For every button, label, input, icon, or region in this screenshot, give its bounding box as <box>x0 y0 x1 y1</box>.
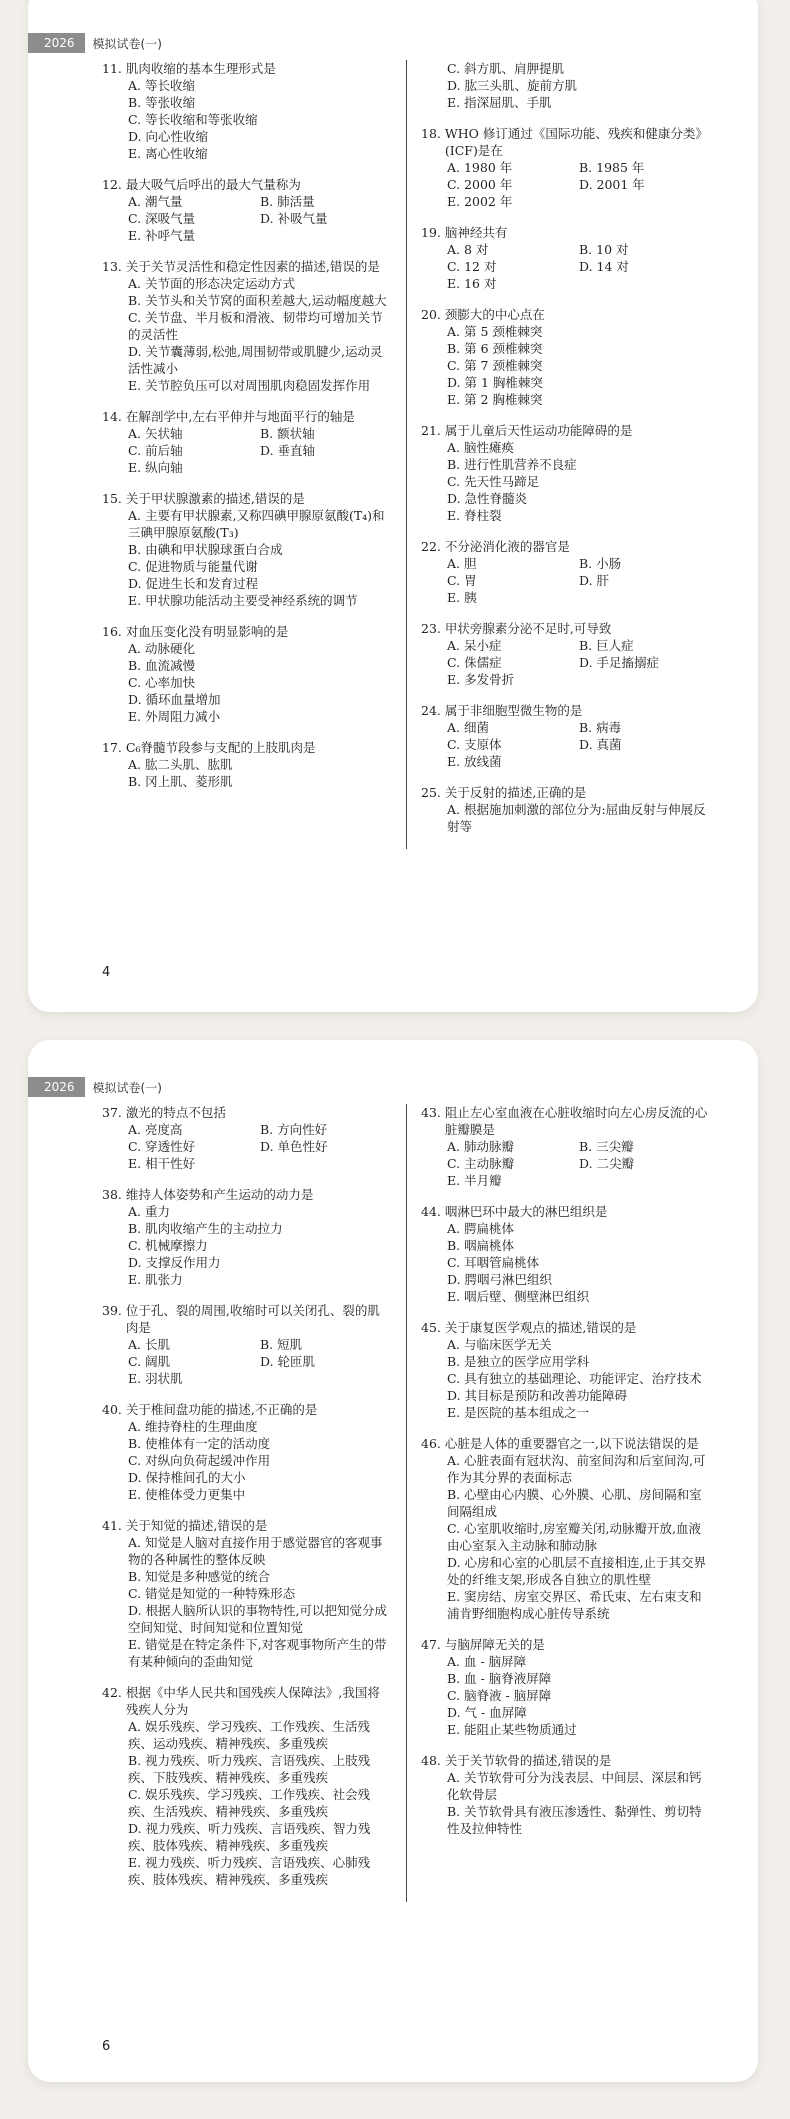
answer-option: D. 第 1 胸椎棘突 <box>447 375 543 390</box>
question-item <box>102 1302 392 1387</box>
question-text: 对血压变化没有明显影响的是 <box>125 624 289 639</box>
question-stem <box>421 1203 711 1220</box>
answer-option: D. 单色性好 <box>260 1139 328 1154</box>
question-stem <box>102 1684 392 1718</box>
question-stem <box>421 224 711 241</box>
answer-option: E. 窦房结、房室交界区、希氏束、左右束支和浦肯野细胞构成心脏传导系统 <box>447 1589 702 1621</box>
answer-option: B. 是独立的医学应用学科 <box>447 1354 590 1369</box>
exam-title: 模拟试卷(一) <box>92 1080 162 1095</box>
question-text: 关于反射的描述,正确的是 <box>444 785 587 800</box>
question-stem <box>102 60 392 77</box>
question-stem <box>421 1636 711 1653</box>
question-text: C₆脊髓节段参与支配的上肢肌肉是 <box>125 740 316 755</box>
question-columns <box>102 1104 718 1902</box>
answer-option: A. 呆小症 <box>447 638 502 653</box>
answer-option: B. 视力残疾、听力残疾、言语残疾、上肢残疾、下肢残疾、精神残疾、多重残疾 <box>128 1753 371 1785</box>
answer-option: E. 咽后壁、侧壁淋巴组织 <box>447 1289 590 1304</box>
option-list <box>421 1336 711 1421</box>
answer-option: D. 保持椎间孔的大小 <box>128 1470 246 1485</box>
question-number: 40. <box>102 1402 122 1417</box>
question-text: 关于甲状腺激素的描述,错误的是 <box>125 491 305 506</box>
answer-option: B. 肺活量 <box>260 194 315 209</box>
answer-option: E. 是医院的基本组成之一 <box>447 1405 590 1420</box>
question-number: 13. <box>102 259 122 274</box>
answer-option: D. 补吸气量 <box>260 211 328 226</box>
answer-option: A. 重力 <box>128 1204 170 1219</box>
question-text: 脑神经共有 <box>444 225 508 240</box>
question-text: 甲状旁腺素分泌不足时,可导致 <box>444 621 612 636</box>
option-list <box>421 801 711 835</box>
option-list <box>102 275 392 394</box>
question-stem <box>421 538 711 555</box>
answer-option: C. 具有独立的基础理论、功能评定、治疗技术 <box>447 1371 702 1386</box>
question-text: 与脑屏障无关的是 <box>444 1637 545 1652</box>
option-list <box>421 323 711 408</box>
answer-option: E. 脊柱裂 <box>447 508 502 523</box>
question-text: 咽淋巴环中最大的淋巴组织是 <box>444 1204 608 1219</box>
question-stem <box>102 408 392 425</box>
question-stem <box>421 1752 711 1769</box>
answer-option: D. 肱三头肌、旋前方肌 <box>447 78 578 93</box>
answer-option: A. 胆 <box>447 556 477 571</box>
answer-option: B. 血流减慢 <box>128 658 196 673</box>
answer-option: D. 气 - 血屏障 <box>447 1705 527 1720</box>
answer-option: C. 对纵向负荷起缓冲作用 <box>128 1453 271 1468</box>
answer-option: D. 真菌 <box>579 737 622 752</box>
question-item <box>102 1104 392 1172</box>
answer-option: E. 16 对 <box>447 276 497 291</box>
question-item <box>421 1104 711 1189</box>
answer-option: B. 咽扁桃体 <box>447 1238 515 1253</box>
question-text: 属于非细胞型微生物的是 <box>444 703 583 718</box>
question-number: 25. <box>421 785 441 800</box>
question-stem <box>421 702 711 719</box>
question-stem <box>102 1186 392 1203</box>
question-number: 20. <box>421 307 441 322</box>
answer-option: E. 半月瓣 <box>447 1173 502 1188</box>
answer-option: D. 手足搐搦症 <box>579 655 660 670</box>
answer-option: C. 12 对 <box>447 259 497 274</box>
question-text: 激光的特点不包括 <box>125 1105 226 1120</box>
question-stem <box>421 1435 711 1452</box>
page-header <box>28 1074 758 1100</box>
question-stem <box>102 258 392 275</box>
answer-option: A. 与临床医学无关 <box>447 1337 552 1352</box>
answer-option: D. 视力残疾、听力残疾、言语残疾、智力残疾、肢体残疾、精神残疾、多重残疾 <box>128 1821 371 1853</box>
question-text: 颈膨大的中心点在 <box>444 307 545 322</box>
question-stem <box>421 1319 711 1336</box>
question-stem <box>421 1104 711 1138</box>
question-text: 属于儿童后天性运动功能障碍的是 <box>444 423 633 438</box>
answer-option: E. 使椎体受力更集中 <box>128 1487 246 1502</box>
option-list <box>421 637 711 688</box>
answer-option: E. 离心性收缩 <box>128 146 208 161</box>
question-text: 关于关节软骨的描述,错误的是 <box>444 1753 612 1768</box>
option-list <box>102 1203 392 1288</box>
option-list <box>102 1418 392 1503</box>
exam-page-4 <box>28 0 758 1012</box>
question-text: 不分泌消化液的器官是 <box>444 539 570 554</box>
question-stem <box>102 176 392 193</box>
question-stem <box>421 422 711 439</box>
answer-option: E. 错觉是在特定条件下,对客观事物所产生的带有某种倾向的歪曲知觉 <box>128 1637 387 1669</box>
answer-option: C. 心率加快 <box>128 675 196 690</box>
answer-option: E. 羽状肌 <box>128 1371 183 1386</box>
question-number: 46. <box>421 1436 441 1451</box>
answer-option: B. 第 6 颈椎棘突 <box>447 341 543 356</box>
answer-option: C. 前后轴 <box>128 443 183 458</box>
question-stem <box>102 1302 392 1336</box>
answer-option: B. 1985 年 <box>579 160 645 175</box>
question-text: 关于关节灵活性和稳定性因素的描述,错误的是 <box>125 259 380 274</box>
option-list <box>102 756 392 790</box>
answer-option: B. 由碘和甲状腺球蛋白合成 <box>128 542 283 557</box>
answer-option: C. 胃 <box>447 573 477 588</box>
question-text: WHO 修订通过《国际功能、残疾和健康分类》(ICF)是在 <box>444 126 708 158</box>
question-number: 45. <box>421 1320 441 1335</box>
left-column <box>102 1104 407 1902</box>
exam-title: 模拟试卷(一) <box>92 36 162 51</box>
page-number: 4 <box>102 965 111 980</box>
question-stem <box>421 784 711 801</box>
question-item <box>421 306 711 408</box>
answer-option: E. 能阻止某些物质通过 <box>447 1722 577 1737</box>
left-column <box>102 60 407 849</box>
answer-option: B. 方向性好 <box>260 1122 328 1137</box>
question-item <box>421 1435 711 1622</box>
answer-option: B. 三尖瓣 <box>579 1139 634 1154</box>
question-columns <box>102 60 718 849</box>
page-number: 6 <box>102 2039 111 2054</box>
question-number: 16. <box>102 624 122 639</box>
question-item <box>421 620 711 688</box>
year-badge: 2026 <box>28 33 85 53</box>
question-item <box>421 1752 711 1837</box>
answer-option: E. 多发骨折 <box>447 672 515 687</box>
answer-option: A. 维持脊柱的生理曲度 <box>128 1419 258 1434</box>
answer-option: C. 等长收缩和等张收缩 <box>128 112 258 127</box>
question-item <box>421 538 711 606</box>
question-item <box>421 1319 711 1421</box>
answer-option: C. 娱乐残疾、学习残疾、工作残疾、社会残疾、生活残疾、精神残疾、多重残疾 <box>128 1787 371 1819</box>
answer-option: A. 动脉硬化 <box>128 641 195 656</box>
question-number: 44. <box>421 1204 441 1219</box>
answer-option: A. 长肌 <box>128 1337 170 1352</box>
answer-option: A. 根据施加刺激的部位分为:屈曲反射与伸展反射等 <box>447 802 706 834</box>
question-number: 39. <box>102 1303 122 1318</box>
option-list <box>421 241 711 292</box>
question-number: 43. <box>421 1105 441 1120</box>
answer-option: D. 腭咽弓淋巴组织 <box>447 1272 553 1287</box>
question-item <box>421 422 711 524</box>
question-text: 维持人体姿势和产生运动的动力是 <box>125 1187 314 1202</box>
answer-option: B. 知觉是多种感觉的统合 <box>128 1569 271 1584</box>
answer-option: C. 先天性马蹄足 <box>447 474 540 489</box>
answer-option: A. 等长收缩 <box>128 78 195 93</box>
answer-option: B. 额状轴 <box>260 426 315 441</box>
answer-option: C. 深吸气量 <box>128 211 196 226</box>
year-badge: 2026 <box>28 1077 85 1097</box>
question-number: 48. <box>421 1753 441 1768</box>
answer-option: C. 侏儒症 <box>447 655 502 670</box>
page-header <box>28 30 758 56</box>
right-column <box>407 1104 711 1902</box>
answer-option: C. 脑脊液 - 脑屏障 <box>447 1688 552 1703</box>
question-item <box>421 1203 711 1305</box>
question-item <box>102 60 392 162</box>
option-list <box>421 1138 711 1189</box>
answer-option: B. 使椎体有一定的活动度 <box>128 1436 271 1451</box>
answer-option: B. 巨人症 <box>579 638 634 653</box>
question-text: 关于椎间盘功能的描述,不正确的是 <box>125 1402 318 1417</box>
question-item <box>102 1684 392 1888</box>
answer-option: B. 肌肉收缩产生的主动拉力 <box>128 1221 283 1236</box>
question-item <box>102 490 392 609</box>
answer-option: D. 循环血量增加 <box>128 692 221 707</box>
question-item <box>102 408 392 476</box>
answer-option: A. 第 5 颈椎棘突 <box>447 324 543 339</box>
question-item <box>421 702 711 770</box>
answer-option: A. 肺动脉瓣 <box>447 1139 514 1154</box>
question-stem <box>102 739 392 756</box>
answer-option: A. 潮气量 <box>128 194 183 209</box>
answer-option: E. 补呼气量 <box>128 228 196 243</box>
answer-option: E. 甲状腺功能活动主要受神经系统的调节 <box>128 593 358 608</box>
answer-option: C. 主动脉瓣 <box>447 1156 515 1171</box>
question-stem <box>102 623 392 640</box>
question-text: 在解剖学中,左右平伸并与地面平行的轴是 <box>125 409 355 424</box>
answer-option: A. 心脏表面有冠状沟、前室间沟和后室间沟,可作为其分界的表面标志 <box>447 1453 706 1485</box>
option-list <box>102 1121 392 1172</box>
question-number: 24. <box>421 703 441 718</box>
answer-option: B. 心壁由心内膜、心外膜、心肌、房间隔和室间隔组成 <box>447 1487 702 1519</box>
question-number: 42. <box>102 1685 122 1700</box>
question-number: 38. <box>102 1187 122 1202</box>
option-list <box>102 425 392 476</box>
answer-option: C. 错觉是知觉的一种特殊形态 <box>128 1586 296 1601</box>
question-item <box>102 739 392 790</box>
question-number: 19. <box>421 225 441 240</box>
answer-option: D. 向心性收缩 <box>128 129 209 144</box>
answer-option: A. 矢状轴 <box>128 426 183 441</box>
answer-option: A. 肱二头肌、肱肌 <box>128 757 233 772</box>
answer-option: E. 视力残疾、听力残疾、言语残疾、心肺残疾、肢体残疾、精神残疾、多重残疾 <box>128 1855 371 1887</box>
question-number: 12. <box>102 177 122 192</box>
answer-option: B. 关节头和关节窝的面积差越大,运动幅度越大 <box>128 293 387 308</box>
answer-option: D. 根据人脑所认识的事物特性,可以把知觉分成空间知觉、时间知觉和位置知觉 <box>128 1603 387 1635</box>
question-stem <box>102 1517 392 1534</box>
answer-option: A. 亮度高 <box>128 1122 183 1137</box>
answer-option: B. 血 - 脑脊液屏障 <box>447 1671 552 1686</box>
answer-option: E. 关节腔负压可以对周围肌肉稳固发挥作用 <box>128 378 371 393</box>
question-text: 位于孔、裂的周围,收缩时可以关闭孔、裂的肌肉是 <box>125 1303 380 1335</box>
question-text: 根据《中华人民共和国残疾人保障法》,我国将残疾人分为 <box>125 1685 380 1717</box>
question-item <box>421 224 711 292</box>
question-text: 最大吸气后呼出的最大气量称为 <box>125 177 301 192</box>
answer-option: C. 2000 年 <box>447 177 513 192</box>
answer-option: A. 关节面的形态决定运动方式 <box>128 276 295 291</box>
answer-option: C. 促进物质与能量代谢 <box>128 559 258 574</box>
answer-option: B. 关节软骨具有液压渗透性、黏弹性、剪切特性及拉伸特性 <box>447 1804 702 1836</box>
answer-option: C. 耳咽管扁桃体 <box>447 1255 540 1270</box>
question-number: 15. <box>102 491 122 506</box>
answer-option: B. 进行性肌营养不良症 <box>447 457 577 472</box>
option-list <box>421 1452 711 1622</box>
option-list <box>421 159 711 210</box>
answer-option: D. 2001 年 <box>579 177 645 192</box>
question-item <box>102 258 392 394</box>
right-column <box>407 60 711 849</box>
option-list <box>421 439 711 524</box>
answer-option: C. 关节盘、半月板和滑液、韧带均可增加关节的灵活性 <box>128 310 383 342</box>
question-stem <box>421 306 711 323</box>
answer-option: D. 二尖瓣 <box>579 1156 635 1171</box>
answer-option: C. 支原体 <box>447 737 502 752</box>
question-text: 心脏是人体的重要器官之一,以下说法错误的是 <box>444 1436 699 1451</box>
answer-option: E. 相干性好 <box>128 1156 196 1171</box>
question-number: 17. <box>102 740 122 755</box>
question-number: 14. <box>102 409 122 424</box>
question-stem <box>421 620 711 637</box>
answer-option: A. 脑性瘫痪 <box>447 440 514 455</box>
question-number: 41. <box>102 1518 122 1533</box>
answer-option: E. 第 2 胸椎棘突 <box>447 392 543 407</box>
question-number: 11. <box>102 61 122 76</box>
answer-option: C. 心室肌收缩时,房室瓣关闭,动脉瓣开放,血液由心室泵入主动脉和肺动脉 <box>447 1521 701 1553</box>
answer-option: B. 病毒 <box>579 720 622 735</box>
answer-option: C. 机械摩擦力 <box>128 1238 208 1253</box>
question-number: 47. <box>421 1637 441 1652</box>
answer-option: B. 冈上肌、菱形肌 <box>128 774 233 789</box>
answer-option: D. 支撑反作用力 <box>128 1255 221 1270</box>
option-list <box>102 507 392 609</box>
question-item <box>102 1517 392 1670</box>
question-number: 18. <box>421 126 441 141</box>
answer-option: A. 主要有甲状腺素,又称四碘甲腺原氨酸(T₄)和三碘甲腺原氨酸(T₃) <box>128 508 385 540</box>
answer-option: C. 阔肌 <box>128 1354 171 1369</box>
answer-option: A. 血 - 脑屏障 <box>447 1654 527 1669</box>
option-list <box>421 1769 711 1837</box>
answer-option: C. 斜方肌、肩胛提肌 <box>447 61 565 76</box>
answer-option: D. 垂直轴 <box>260 443 316 458</box>
answer-option: D. 关节囊薄弱,松弛,周围韧带或肌腱少,运动灵活性减小 <box>128 344 383 376</box>
option-list <box>102 640 392 725</box>
question-item <box>102 176 392 244</box>
answer-option: B. 等张收缩 <box>128 95 196 110</box>
question-number: 37. <box>102 1105 122 1120</box>
question-text: 关于康复医学观点的描述,错误的是 <box>444 1320 637 1335</box>
answer-option: E. 放线菌 <box>447 754 502 769</box>
answer-option: A. 细菌 <box>447 720 489 735</box>
question-number: 21. <box>421 423 441 438</box>
answer-option: E. 纵向轴 <box>128 460 183 475</box>
answer-option: A. 娱乐残疾、学习残疾、工作残疾、生活残疾、运动残疾、精神残疾、多重残疾 <box>128 1719 370 1751</box>
question-item <box>102 1186 392 1288</box>
answer-option: D. 急性脊髓炎 <box>447 491 528 506</box>
answer-option: A. 8 对 <box>447 242 489 257</box>
option-list <box>102 1718 392 1888</box>
option-list <box>421 1653 711 1738</box>
answer-option: E. 指深屈肌、手肌 <box>447 95 552 110</box>
answer-option: D. 14 对 <box>579 259 629 274</box>
answer-option: E. 胰 <box>447 590 477 605</box>
question-stem <box>102 1401 392 1418</box>
option-list <box>102 1336 392 1387</box>
answer-option: B. 短肌 <box>260 1337 303 1352</box>
question-item <box>421 1636 711 1738</box>
question-stem <box>102 490 392 507</box>
answer-option: D. 心房和心室的心肌层不直接相连,止于其交界处的纤维支架,形成各自独立的肌性壁 <box>447 1555 706 1587</box>
answer-option: E. 外周阻力减小 <box>128 709 221 724</box>
option-list <box>421 555 711 606</box>
question-text: 阻止左心室血液在心脏收缩时向左心房反流的心脏瓣膜是 <box>444 1105 708 1137</box>
question-number: 23. <box>421 621 441 636</box>
answer-option: B. 小肠 <box>579 556 622 571</box>
answer-option: B. 10 对 <box>579 242 629 257</box>
answer-option: E. 肌张力 <box>128 1272 183 1287</box>
answer-option: D. 促进生长和发育过程 <box>128 576 259 591</box>
answer-option: A. 腭扁桃体 <box>447 1221 514 1236</box>
question-stem <box>102 1104 392 1121</box>
answer-option: C. 第 7 颈椎棘突 <box>447 358 543 373</box>
question-number: 22. <box>421 539 441 554</box>
question-stem <box>421 125 711 159</box>
question-item <box>102 1401 392 1503</box>
option-list <box>102 77 392 162</box>
answer-option: A. 1980 年 <box>447 160 513 175</box>
option-list <box>102 1534 392 1670</box>
answer-option: D. 轮匝肌 <box>260 1354 316 1369</box>
question-item <box>102 623 392 725</box>
question-text: 关于知觉的描述,错误的是 <box>125 1518 268 1533</box>
answer-option: C. 穿透性好 <box>128 1139 196 1154</box>
answer-option: D. 肝 <box>579 573 610 588</box>
answer-option: E. 2002 年 <box>447 194 513 209</box>
option-list <box>421 719 711 770</box>
continued-options <box>421 60 711 111</box>
exam-page-6 <box>28 1040 758 2082</box>
option-list <box>102 193 392 244</box>
question-item <box>421 784 711 835</box>
option-list <box>421 1220 711 1305</box>
answer-option: D. 其目标是预防和改善功能障碍 <box>447 1388 628 1403</box>
question-text: 肌肉收缩的基本生理形式是 <box>125 61 276 76</box>
answer-option: A. 知觉是人脑对直接作用于感觉器官的客观事物的各种属性的整体反映 <box>128 1535 383 1567</box>
answer-option: A. 关节软骨可分为浅表层、中间层、深层和钙化软骨层 <box>447 1770 702 1802</box>
question-item <box>421 125 711 210</box>
